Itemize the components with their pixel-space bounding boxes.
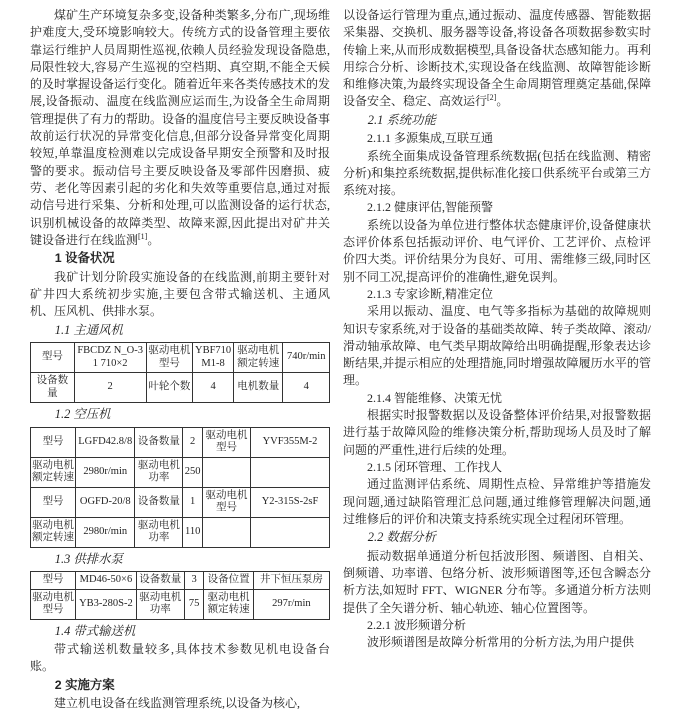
table-cell: 740r/min — [283, 343, 330, 373]
table-row — [31, 487, 330, 517]
table-cell: 2 — [74, 373, 146, 403]
section-1-paragraph: 我矿计划分阶段实施设备的在线监测,前期主要针对矿井四大系统初步实施,主要包含带式输送机、主通风机、压风机、供排水泵。 — [30, 269, 330, 319]
table-cell: 驱动电机功率 — [136, 589, 184, 619]
table-cell: YVF355M-2 — [250, 427, 329, 457]
table-cell: 电机数量 — [234, 373, 283, 403]
table-cell — [250, 517, 329, 547]
table-row — [31, 572, 330, 590]
right-column — [343, 7, 651, 658]
table-cell: 驱动电机型号 — [203, 487, 251, 517]
table-cell: YBF710 M1-8 — [193, 343, 234, 373]
table-cell: 设备数量 — [135, 427, 183, 457]
table-cell: 75 — [184, 589, 204, 619]
section-2-1-3-heading: 2.1.3 专家诊断,精准定位 — [367, 286, 494, 301]
section-1-4-paragraph: 带式输送机数量较多,具体技术参数见机电设备台账。 — [30, 642, 330, 674]
section-2-1-heading: 2.1 系统功能 — [367, 112, 436, 127]
table-cell: 4 — [193, 373, 234, 403]
table-cell: LGFD42.8/8 — [76, 427, 135, 457]
table-cell: 297r/min — [253, 589, 329, 619]
section-1-heading: 1 设备状况 — [54, 251, 115, 266]
section-2-2-1-heading: 2.2.1 波形频谱分析 — [367, 617, 467, 632]
table-cell: 250 — [183, 457, 203, 487]
table-row — [31, 457, 330, 487]
section-2-2-paragraph: 振动数据单通道分析包括波形图、频谱图、自相关、倒频谱、功率谱、包络分析、波形频谱图等,还包含瞬态分析方法,如短时 FFT、WIGNER 分布等。多通道分析方法则提供了全矢谱分析、轴心轨迹、轴心位置图等。 — [343, 548, 651, 615]
section-2-continued-period: 。 — [496, 94, 509, 109]
citation-ref-1: [1] — [138, 231, 148, 241]
section-1-4-heading: 1.4 带式输送机 — [54, 623, 136, 638]
section-2-paragraph-start: 建立机电设备在线监测管理系统,以设备为核心, — [54, 696, 301, 711]
table-row — [31, 427, 330, 457]
section-2-paragraph-continued — [343, 7, 651, 111]
air-compressor-spec-table — [30, 427, 330, 548]
table-cell: 驱动电机额定转速 — [204, 589, 253, 619]
section-2-1-4-heading: 2.1.4 智能维修、决策无忧 — [367, 390, 503, 405]
citation-ref-2: [2] — [487, 93, 497, 103]
left-column — [30, 7, 331, 711]
table-cell: 驱动电机型号 — [203, 427, 251, 457]
table-cell: 驱动电机额定转速 — [31, 457, 76, 487]
table-cell: 110 — [183, 517, 203, 547]
table-cell: 驱动电机型号 — [146, 343, 193, 373]
section-2-1-2-paragraph: 系统以设备为单位进行整体状态健康评价,设备健康状态评价体系包括振动评价、电气评价、工艺评价、点检评价四大类。评价结果分为良好、可用、需维修三级,同时区别不同工况,提高评价的准确性,避免误判。 — [343, 217, 651, 284]
table-cell: 井下恒压泵房 — [253, 572, 329, 590]
table-cell: FBCDZ N_O-31 710×2 — [74, 343, 146, 373]
table-cell: 型号 — [31, 427, 76, 457]
section-2-1-5-paragraph: 通过监测评估系统、周期性点检、异常维护等措施发现问题,通过缺陷管理汇总问题,通过维修管理解决问题,通过维修后的评价和决策支持系统实现全过程闭环管理。 — [343, 477, 651, 526]
section-2-1-5-heading: 2.1.5 闭环管理、工作找人 — [367, 459, 503, 474]
intro-text: 煤矿生产环境复杂多变,设备种类繁多,分布广,现场维护难度大,受环境影响较大。传统方式的设备管理主要依靠运行维护人员周期性巡视,依赖人员经验发现设备隐患,局限性较大,容易产生巡视的空档期、真空期,不能全天候的及时掌握设备运行变化。随着近年来各类传感技术的发展,设备振动、温度在线监测应运而生,为设备全生命周期管理提供了有力的帮助。设备的温度信号主要反映设备事故前运行状况的异常变化信息,但部分设备异常变化周期较短,单靠温度检测难以完成设备早期安全预警和及时报警的要求。振动信号主要反映设备及零部件因磨损、疲劳、老化等因素引起的劣化和失效等重要信息,通过对振动信号进行采集、分析和处理,可以监测设备的运行状态,识别机械设备的故障类型、故障来源,因此提出对矿井关键设备进行在线监测 — [30, 8, 331, 247]
table-cell: 驱动电机型号 — [31, 589, 76, 619]
section-2-1-1-heading: 2.1.1 多源集成,互联互通 — [367, 131, 494, 146]
table-cell: 型号 — [31, 572, 76, 590]
section-2-1-1-paragraph: 系统全面集成设备管理系统数据(包括在线监测、精密分析)和集控系统数据,提供标准化接口供系统平台或第三方系统对接。 — [343, 148, 651, 198]
section-2-1-2-heading: 2.1.2 健康评估,智能预警 — [367, 200, 494, 215]
table-cell: 3 — [184, 572, 204, 590]
table-cell: 2 — [183, 427, 203, 457]
table-cell: 驱动电机功率 — [135, 457, 183, 487]
table-cell: 型号 — [31, 487, 76, 517]
table-cell: Y2-315S-2sF — [250, 487, 329, 517]
section-2-heading: 2 实施方案 — [54, 677, 115, 692]
table-cell: 驱动电机额定转速 — [234, 343, 283, 373]
table-cell: 4 — [283, 373, 330, 403]
table-cell: 2980r/min — [76, 517, 135, 547]
table-cell: 设备数量 — [136, 572, 184, 590]
section-2-2-1-paragraph: 波形频谱图是故障分析常用的分析方法,为用户提供 — [367, 635, 635, 650]
table-cell — [203, 457, 251, 487]
section-2-continued-text: 以设备运行管理为重点,通过振动、温度传感器、智能数据采集器、交换机、服务器等设备,将设备各项数据参数实时传输上来,从而形成数据模型,具备设备状态感知能力。再利用综合分析、诊断技术,实现设备在线监测、故障智能诊断和维修决策,为最终实现设备全生命周期管理奠定基础,保障设备安全、稳定、高效运行 — [343, 8, 651, 109]
section-2-1-3-paragraph: 采用以振动、温度、电气等多指标为基础的故障规则知识专家系统,对于设备的基础类故障、转子类故障、滚动/滑动轴承故障、电气类早期故障给出明确提醒,形象表达诊断结果,并提示相应的处理措施,同时增强故障履历水平的管理。 — [343, 304, 651, 388]
section-1-1-heading: 1.1 主通风机 — [54, 322, 123, 337]
table-cell: MD46-50×6 — [76, 572, 137, 590]
table-cell: OGFD-20/8 — [76, 487, 135, 517]
table-cell: 设备数量 — [31, 373, 75, 403]
table-cell: YB3-280S-2 — [76, 589, 137, 619]
table-cell: 设备位置 — [204, 572, 253, 590]
table-row — [31, 373, 330, 403]
intro-period: 。 — [147, 232, 160, 247]
table-cell — [250, 457, 329, 487]
water-pump-spec-table — [30, 571, 330, 620]
table-row — [31, 589, 330, 619]
section-2-2-heading: 2.2 数据分析 — [367, 530, 436, 545]
table-cell: 型号 — [31, 343, 75, 373]
table-row — [31, 343, 330, 373]
section-2-1-4-paragraph: 根据实时报警数据以及设备整体评价结果,对报警数据进行基于故障风险的维修决策分析,帮助现场人员及时了解问题的严重性,进行后续的处理。 — [343, 408, 651, 457]
intro-paragraph — [30, 7, 330, 249]
table-cell: 叶轮个数 — [146, 373, 193, 403]
section-1-3-heading: 1.3 供排水泵 — [54, 551, 123, 566]
table-cell: 驱动电机功率 — [135, 517, 183, 547]
table-cell: 1 — [183, 487, 203, 517]
main-fan-spec-table — [30, 342, 330, 403]
section-1-2-heading: 1.2 空压机 — [54, 407, 111, 422]
table-cell: 设备数量 — [135, 487, 183, 517]
table-cell — [203, 517, 251, 547]
table-cell: 驱动电机额定转速 — [31, 517, 76, 547]
table-cell: 2980r/min — [76, 457, 135, 487]
table-row — [31, 517, 330, 547]
